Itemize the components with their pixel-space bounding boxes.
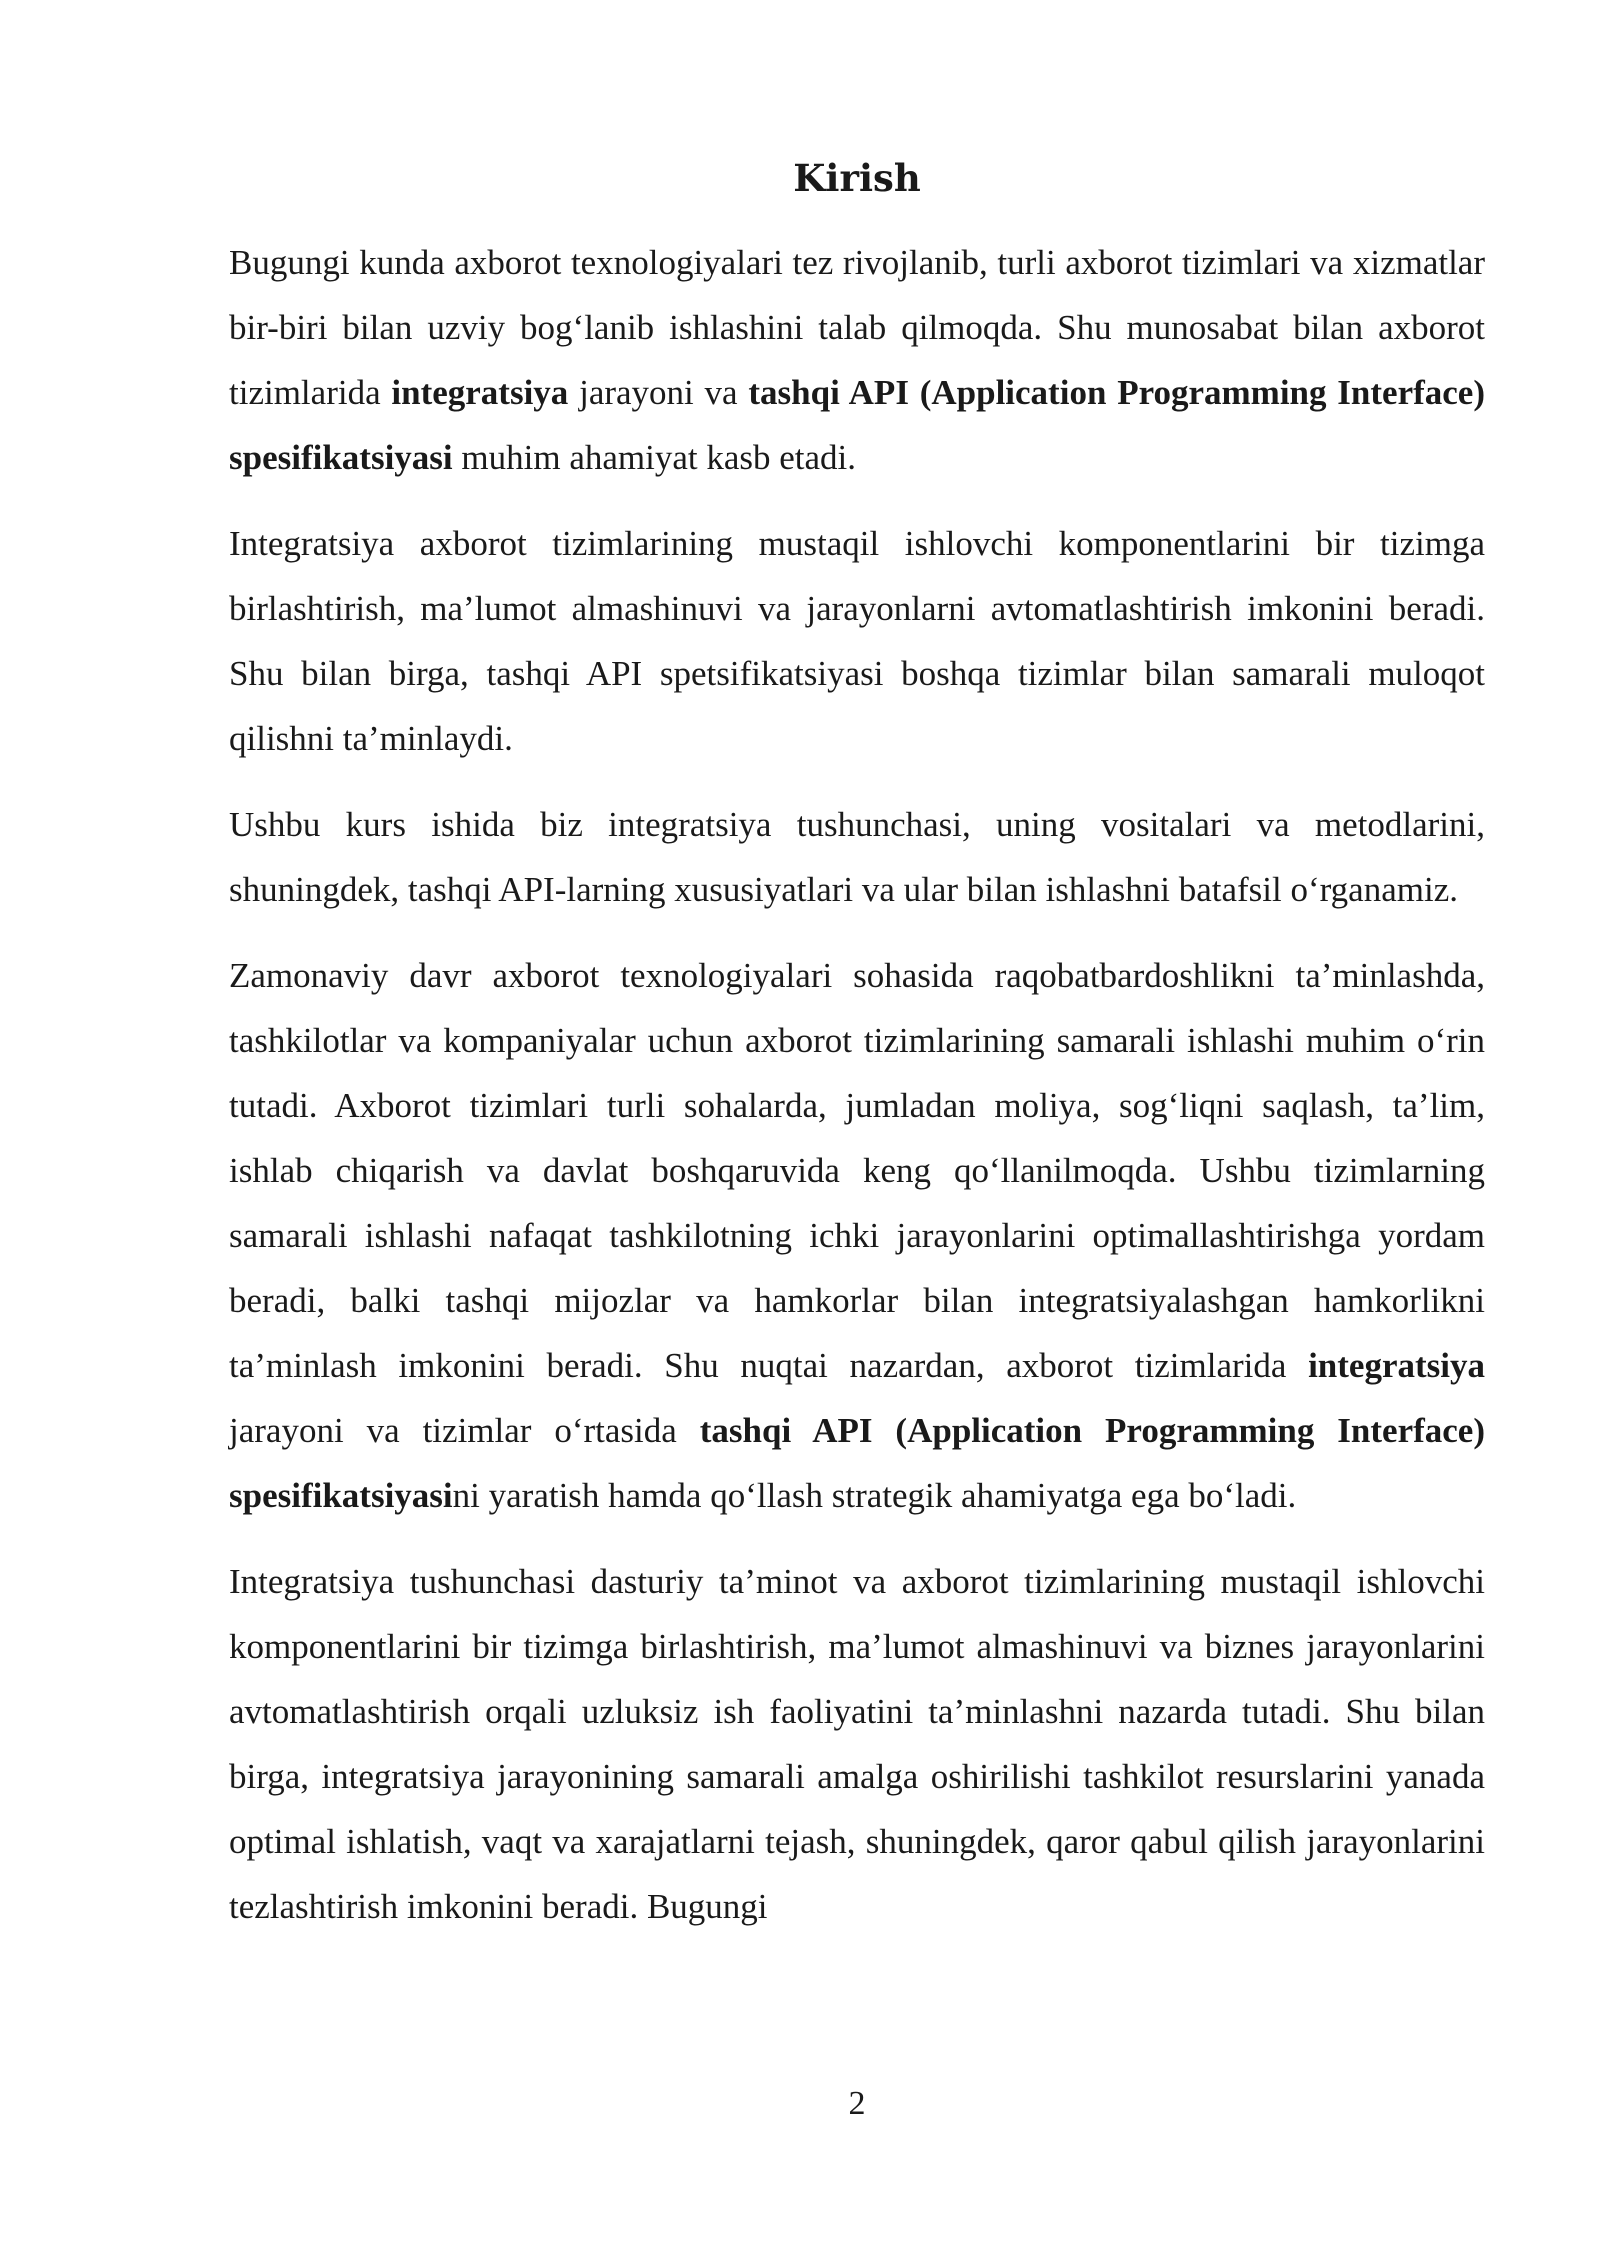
page-number: 2 <box>848 2085 866 2122</box>
paragraph-text: Ushbu kurs ishida biz integratsiya tushunchasi, uning vositalari va metodlarini, shuningdek, tashqi API-larning xususiyatlari va ular bilan ishlashni batafsil o‘rganamiz. <box>229 805 1485 909</box>
document-page <box>229 0 1485 2262</box>
paragraph-text: Integratsiya axborot tizimlarining mustaqil ishlovchi komponentlarini bir tizimga birlashtirish, ma’lumot almashinuvi va jarayonlarni avtomatlashtirish imkonini beradi. Shu bilan birga, tashqi API spetsifikatsiyasi boshqa tizimlar bilan samarali muloqot qilishni ta’minlaydi. <box>229 524 1485 758</box>
paragraph-text: Zamonaviy davr axborot texnologiyalari sohasida raqobatbardoshlikni ta’minlashda, tashkilotlar va kompaniyalar uchun axborot tizimlarining samarali ishlashi muhim o‘rin tutadi. Axborot tizimlari turli sohalarda, jumladan moliya, sog‘liqni saqlash, ta’lim, ishlab chiqarish va davlat boshqaruvida keng qo‘llanilmoqda. Ushbu tizimlarning samarali ishlashi nafaqat tashkilotning ichki jarayonlarini optimallashtirishga yordam beradi, balki tashqi mijozlar va hamkorlar bilan integratsiyalashgan hamkorlikni ta’minlash imkonini beradi. Shu nuqtai nazardan, axborot tizimlarida <box>229 956 1485 1385</box>
bold-term: integratsiya <box>1308 1346 1485 1385</box>
paragraph-3 <box>229 792 1485 922</box>
page-title: Kirish <box>793 156 921 200</box>
paragraph-text: jarayoni va <box>568 373 749 412</box>
paragraph-text: muhim ahamiyat kasb etadi. <box>452 438 857 477</box>
bold-term: tashqi API (Application Programming Interface) spesifikatsiyasi <box>229 1411 1485 1515</box>
paragraph-1 <box>229 230 1485 490</box>
paragraph-text: ni yaratish hamda qo‘llash strategik ahamiyatga ega bo‘ladi. <box>452 1476 1297 1515</box>
paragraph-text: jarayoni va tizimlar o‘rtasida <box>229 1411 700 1450</box>
paragraph-5 <box>229 1549 1485 1939</box>
paragraph-2 <box>229 511 1485 771</box>
paragraph-text: Bugungi kunda axborot texnologiyalari tez rivojlanib, turli axborot tizimlari va xizmatlar bir-biri bilan uzviy bog‘lanib ishlashini talab qilmoqda. Shu munosabat bilan axborot tizimlarida <box>229 243 1485 412</box>
bold-term: tashqi API (Application Programming Interface) spesifikatsiyasi <box>229 373 1485 477</box>
paragraph-4 <box>229 943 1485 1528</box>
bold-term: integratsiya <box>391 373 569 412</box>
body-text <box>229 230 1485 1960</box>
paragraph-text: Integratsiya tushunchasi dasturiy ta’minot va axborot tizimlarining mustaqil ishlovchi komponentlarini bir tizimga birlashtirish, ma’lumot almashinuvi va biznes jarayonlarini avtomatlashtirish orqali uzluksiz ish faoliyatini ta’minlashni nazarda tutadi. Shu bilan birga, integratsiya jarayonining samarali amalga oshirilishi tashkilot resurslarini yanada optimal ishlatish, vaqt va xarajatlarni tejash, shuningdek, qaror qabul qilish jarayonlarini tezlashtirish imkonini beradi. Bugungi <box>229 1562 1485 1926</box>
